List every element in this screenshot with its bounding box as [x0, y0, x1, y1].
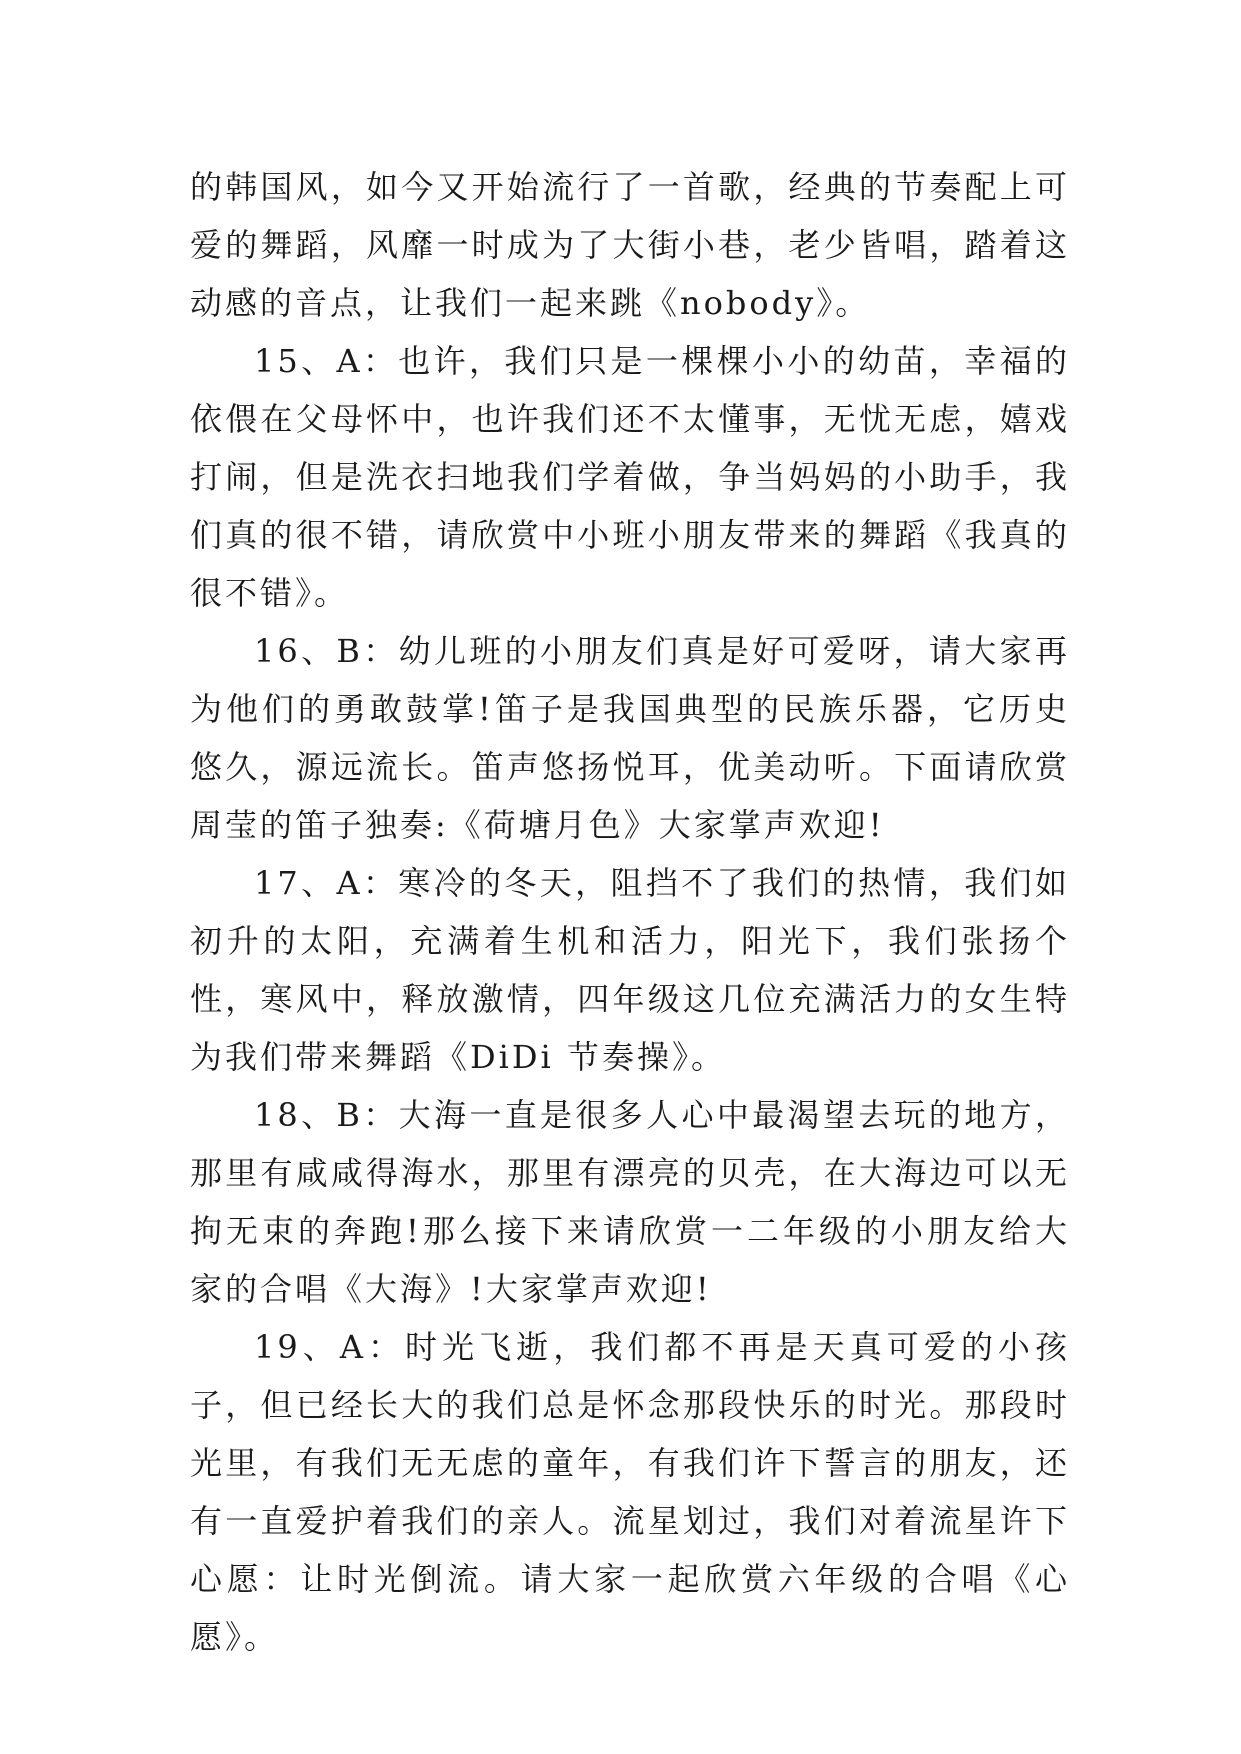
paragraph-16: 16、B：幼儿班的小朋友们真是好可爱呀，请大家再为他们的勇敢鼓掌!笛子是我国典型的民族乐器，它历史悠久，源远流长。笛声悠扬悦耳，优美动听。下面请欣赏周莹的笛子独奏:《荷塘月色》大家掌声欢迎!: [190, 632, 1070, 844]
paragraph-17: 17、A：寒冷的冬天，阻挡不了我们的热情，我们如初升的太阳，充满着生机和活力，阳光下，我们张扬个性，寒风中，释放激情，四年级这几位充满活力的女生特为我们带来舞蹈《DiDi 节奏操》。: [190, 864, 1070, 1076]
document-body: [190, 158, 1070, 1666]
paragraph-18: 18、B：大海一直是很多人心中最渴望去玩的地方，那里有咸咸得海水，那里有漂亮的贝壳，在大海边可以无拘无束的奔跑!那么接下来请欣赏一二年级的小朋友给大家的合唱《大海》!大家掌声欢迎!: [190, 1096, 1070, 1308]
paragraph-15: 15、A：也许，我们只是一棵棵小小的幼苗，幸福的依偎在父母怀中，也许我们还不太懂事，无忧无虑，嬉戏打闹，但是洗衣扫地我们学着做，争当妈妈的小助手，我们真的很不错，请欣赏中小班小朋友带来的舞蹈《我真的很不错》。: [190, 342, 1070, 612]
paragraph-19: 19、A：时光飞逝，我们都不再是天真可爱的小孩子，但已经长大的我们总是怀念那段快乐的时光。那段时光里，有我们无无虑的童年，有我们许下誓言的朋友，还有一直爱护着我们的亲人。流星划过，我们对着流星许下心愿：让时光倒流。请大家一起欣赏六年级的合唱《心愿》。: [190, 1328, 1070, 1656]
paragraph-intro-continued: 的韩国风，如今又开始流行了一首歌，经典的节奏配上可爱的舞蹈，风靡一时成为了大街小巷，老少皆唱，踏着这动感的音点，让我们一起来跳《nobody》。: [190, 168, 1070, 322]
